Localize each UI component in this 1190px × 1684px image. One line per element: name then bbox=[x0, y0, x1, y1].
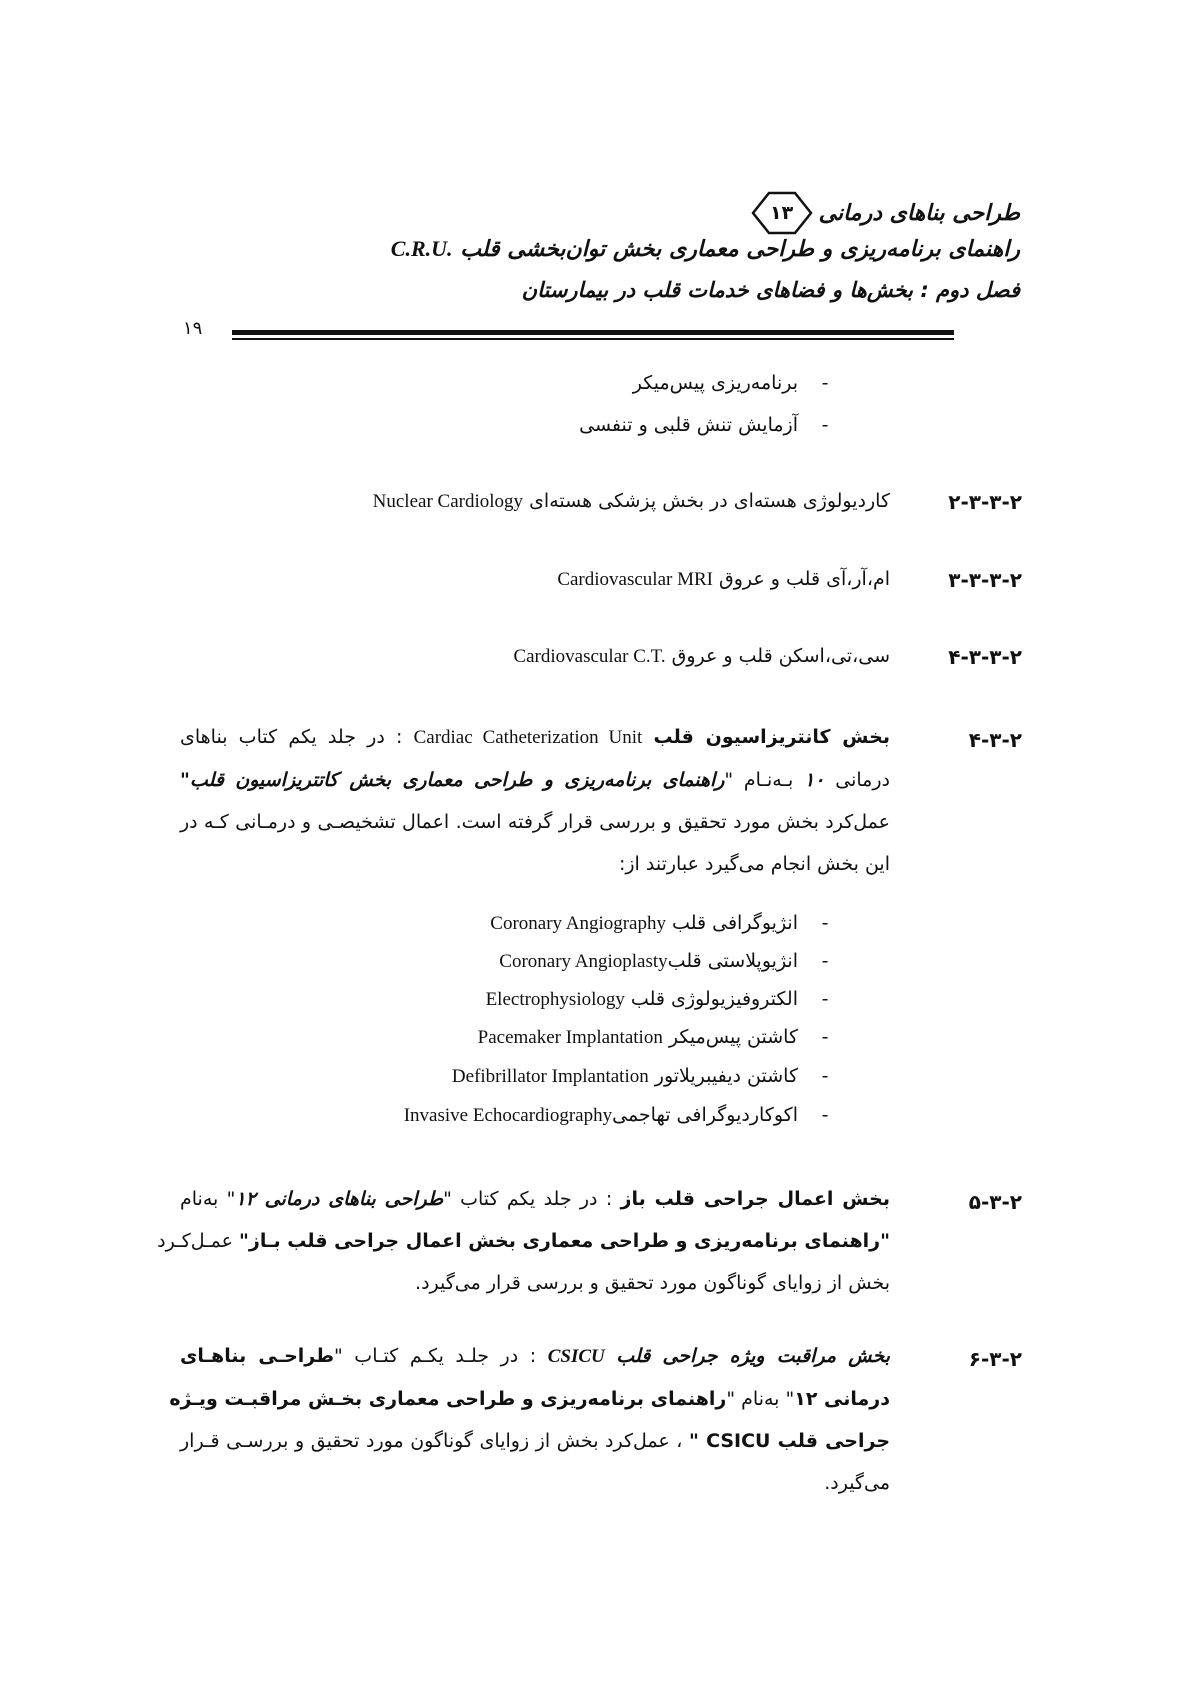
section-heading: کاردیولوژی هسته‌ای در بخش پزشکی هسته‌ای Nuclear Cardiology bbox=[372, 490, 890, 512]
dash-bullet-icon: - bbox=[821, 414, 829, 436]
header-rule-thick bbox=[232, 330, 954, 335]
list-item: - برنامه‌ریزی پیس‌میکر bbox=[632, 372, 829, 394]
section-heading: ام،آر،آی قلب و عروق Cardiovascular MRI bbox=[557, 568, 890, 590]
list-item: - کاشتن پیس‌میکر Pacemaker Implantation bbox=[477, 1026, 829, 1048]
page-number: ۱۹ bbox=[183, 318, 203, 339]
section-number: ۲-۳-۳-۲ bbox=[948, 490, 1022, 514]
section-paragraph: بخش کانتریزاسیون قلب Cardiac Catheterization Unit : در جلد یکم کتاب بناهای درمانی ۱۰ بـه‌نـام "راهنمای برنامه‌ریزی و طراحی معماری بخش کاتتریزاسیون قلب" عمل‌کرد بخش مورد تحقیق و بررسی قرار گرفته است. اعمال تشخیصـی و درمـانی کـه در این بخش انجام می‌گیرد عبارتند از: bbox=[180, 726, 890, 875]
dash-bullet-icon: - bbox=[821, 988, 829, 1010]
header-rule-thin bbox=[232, 338, 954, 340]
series-name: طراحی بناهای درمانی bbox=[818, 200, 1020, 226]
section-number: ۶-۳-۲ bbox=[968, 1347, 1022, 1371]
section-number: ۳-۳-۳-۲ bbox=[948, 568, 1022, 592]
list-item: - اکوکاردیوگرافی تهاجمیInvasive Echocardiography bbox=[403, 1104, 829, 1126]
list-item: - کاشتن دیفیبریلاتور Defibrillator Implantation bbox=[451, 1065, 829, 1087]
dash-bullet-icon: - bbox=[821, 372, 829, 394]
section-paragraph: بخش مراقبت ویژه جراحی قلب CSICU : در جلـد یکـم کتـاب "طراحـی بناهـای درمانی ۱۲" به‌نام "راهنمای برنامه‌ریزی و طراحی معماری بخـش مراقبـت ویـژه جراحی قلب CSICU " ، عمل‌کرد بخش از زوایای گوناگون مورد تحقیق و بررسـی قـرار می‌گیرد. bbox=[169, 1345, 891, 1494]
list-item: - انژیوگرافی قلب Coronary Angiography bbox=[490, 912, 829, 934]
list-item: - انژیوپلاستی قلبCoronary Angioplasty bbox=[499, 950, 829, 972]
section-paragraph: بخش اعمال جراحی قلب باز : در جلد یکم کتاب "طراحی بناهای درمانی ۱۲" به‌نام "راهنمای برنامه‌ریزی و طراحی معماری بخش اعمال جراحی قلب بـاز" عمـل‌کـرد بخش از زوایای گوناگون مورد تحقیق و بررسی قرار می‌گیرد. bbox=[157, 1188, 890, 1294]
list-item: - الکتروفیزیولوژی قلب Electrophysiology bbox=[485, 988, 829, 1010]
dash-bullet-icon: - bbox=[821, 912, 829, 934]
dash-bullet-icon: - bbox=[821, 1104, 829, 1126]
dash-bullet-icon: - bbox=[821, 1026, 829, 1048]
section-number: ۴-۳-۲ bbox=[968, 728, 1022, 752]
book-series-title bbox=[749, 190, 1020, 236]
book-subtitle bbox=[391, 236, 1020, 262]
dash-bullet-icon: - bbox=[821, 1065, 829, 1087]
subtitle-fa: راهنمای برنامه‌ریزی و طراحی معماری بخش توان‌بخشی قلب bbox=[460, 237, 1020, 262]
section-heading: سی،تی،اسکن قلب و عروق Cardiovascular C.T. bbox=[513, 645, 890, 667]
volume-number: ۱۳ bbox=[770, 202, 794, 224]
volume-badge bbox=[749, 190, 815, 236]
subtitle-latin: C.R.U. bbox=[390, 236, 453, 261]
dash-bullet-icon: - bbox=[821, 950, 829, 972]
section-number: ۴-۳-۳-۲ bbox=[948, 645, 1022, 669]
chapter-title: فصل دوم : بخش‌ها و فضاهای خدمات قلب در بیمارستان bbox=[521, 278, 1020, 302]
section-number: ۵-۳-۲ bbox=[968, 1190, 1022, 1214]
list-item: - آزمایش تنش قلبی و تنفسی bbox=[579, 414, 829, 436]
